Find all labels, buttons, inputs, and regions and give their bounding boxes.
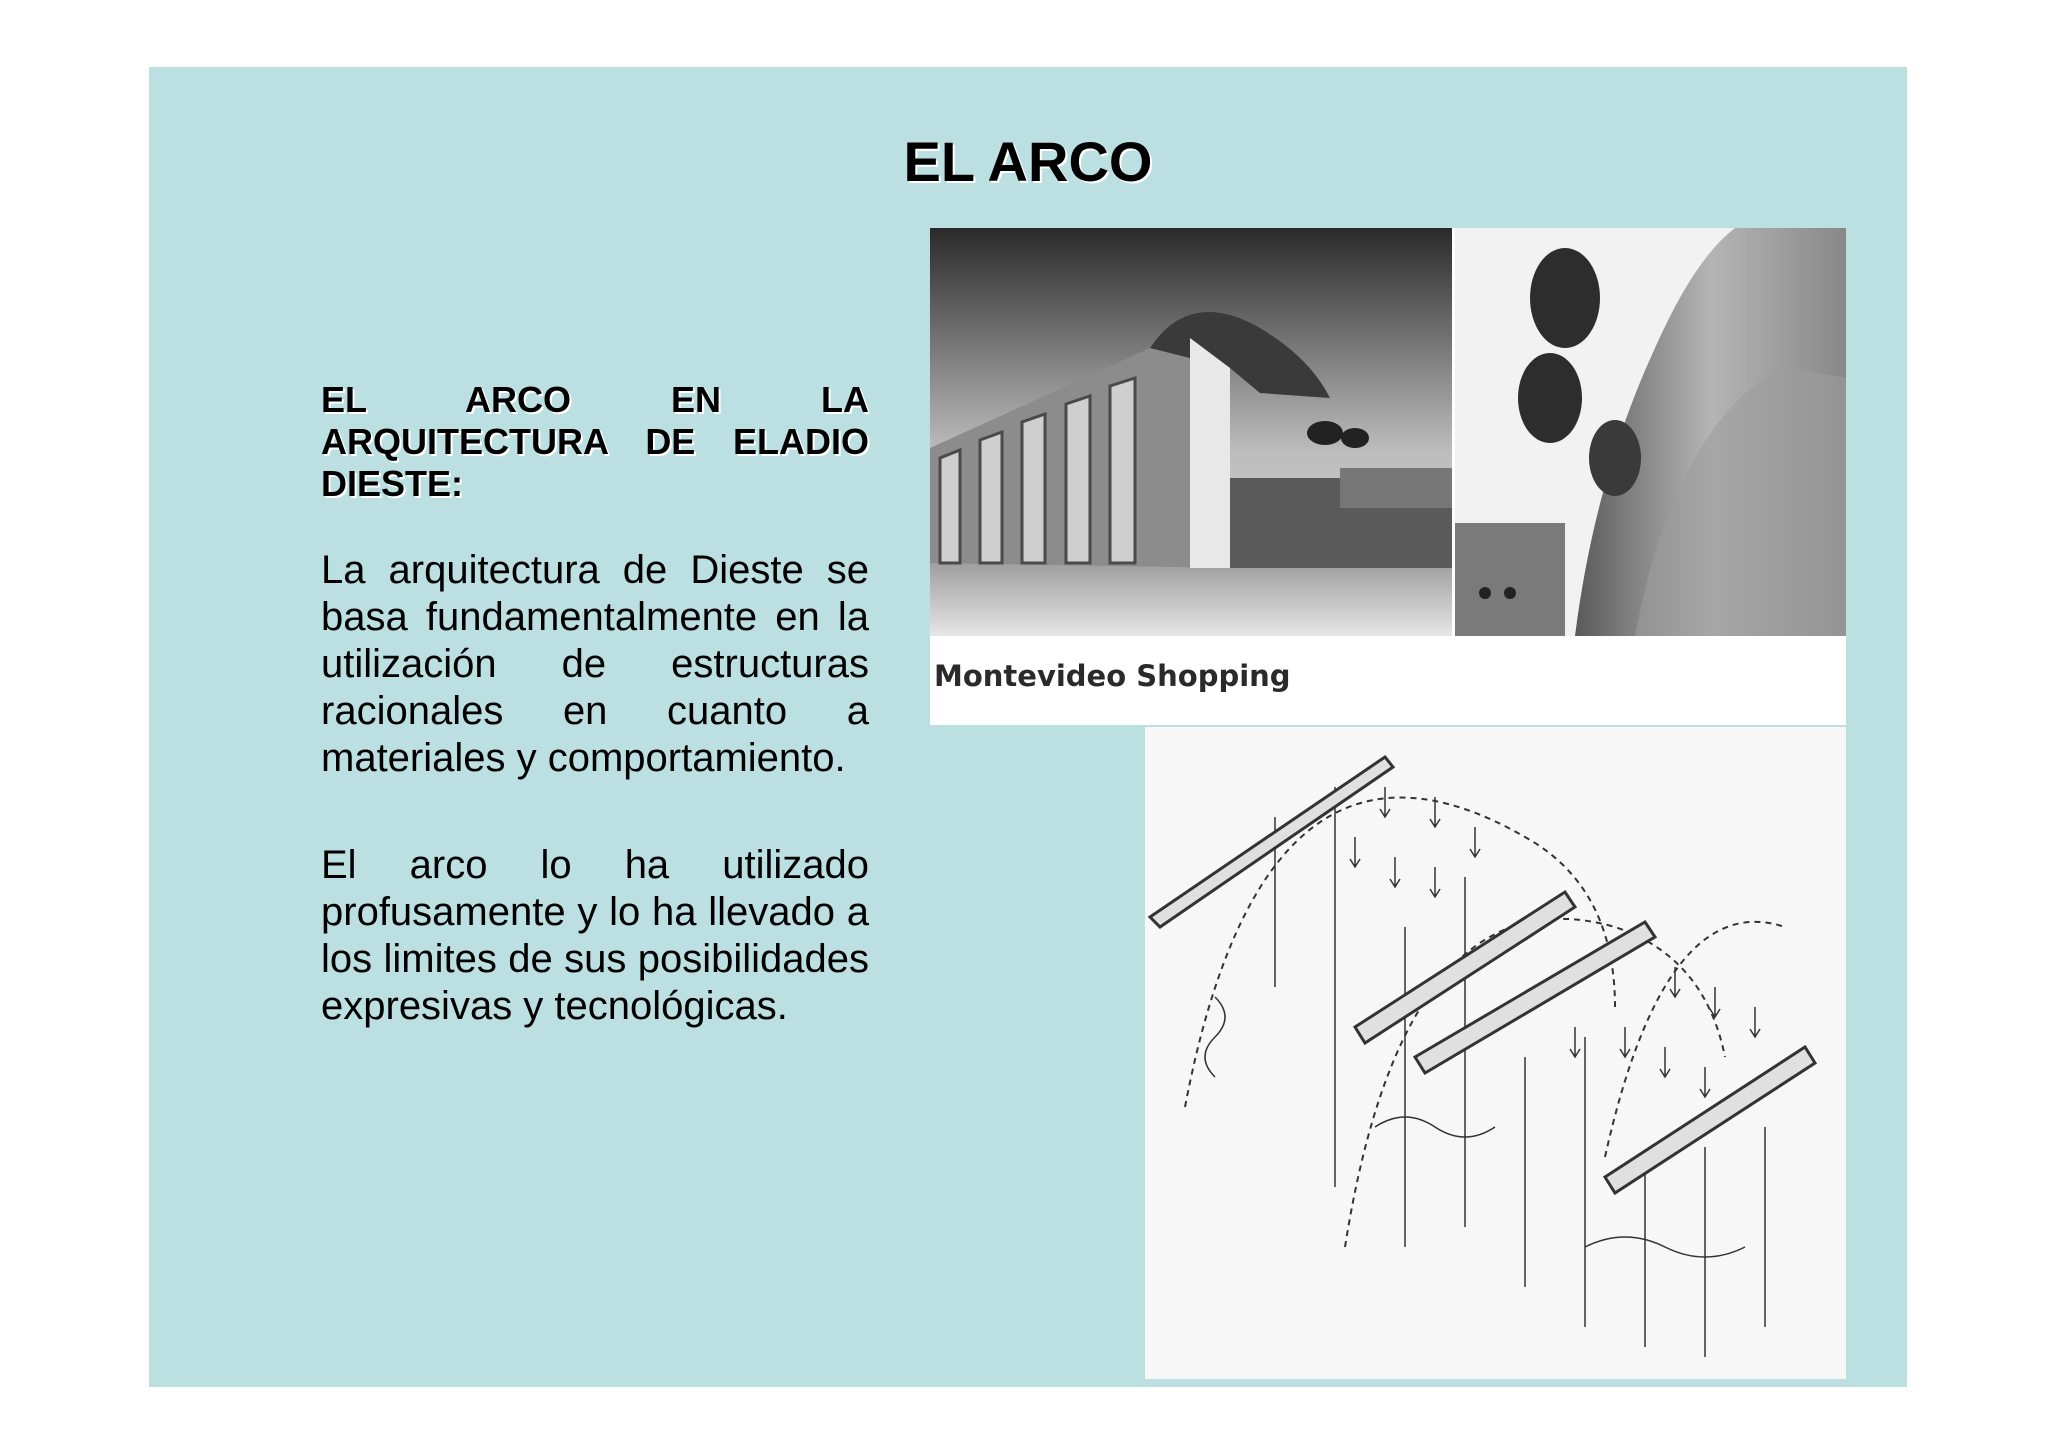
paragraph-2: El arco lo ha utilizado profusamente y lo ha llevado a los limites de sus posibilidades expresivas y tecnológicas. [321, 843, 869, 1028]
wall-closeup-photo [1455, 228, 1846, 636]
photo-panel [930, 228, 1846, 725]
building-photo [930, 228, 1452, 636]
photo-caption: Montevideo Shopping [934, 659, 1291, 693]
slide-title: EL ARCO [903, 130, 1153, 193]
subheading: EL ARCO EN LA ARQUITECTURA DE ELADIO DIESTE: [321, 379, 869, 504]
arch-structure-drawing [1145, 727, 1846, 1379]
slide [149, 67, 1907, 1387]
text-column [321, 379, 869, 1090]
paragraph-1: La arquitectura de Dieste se basa fundamentalmente en la utilización de estructuras racionales en cuanto a materiales y comportamiento. [321, 548, 869, 780]
